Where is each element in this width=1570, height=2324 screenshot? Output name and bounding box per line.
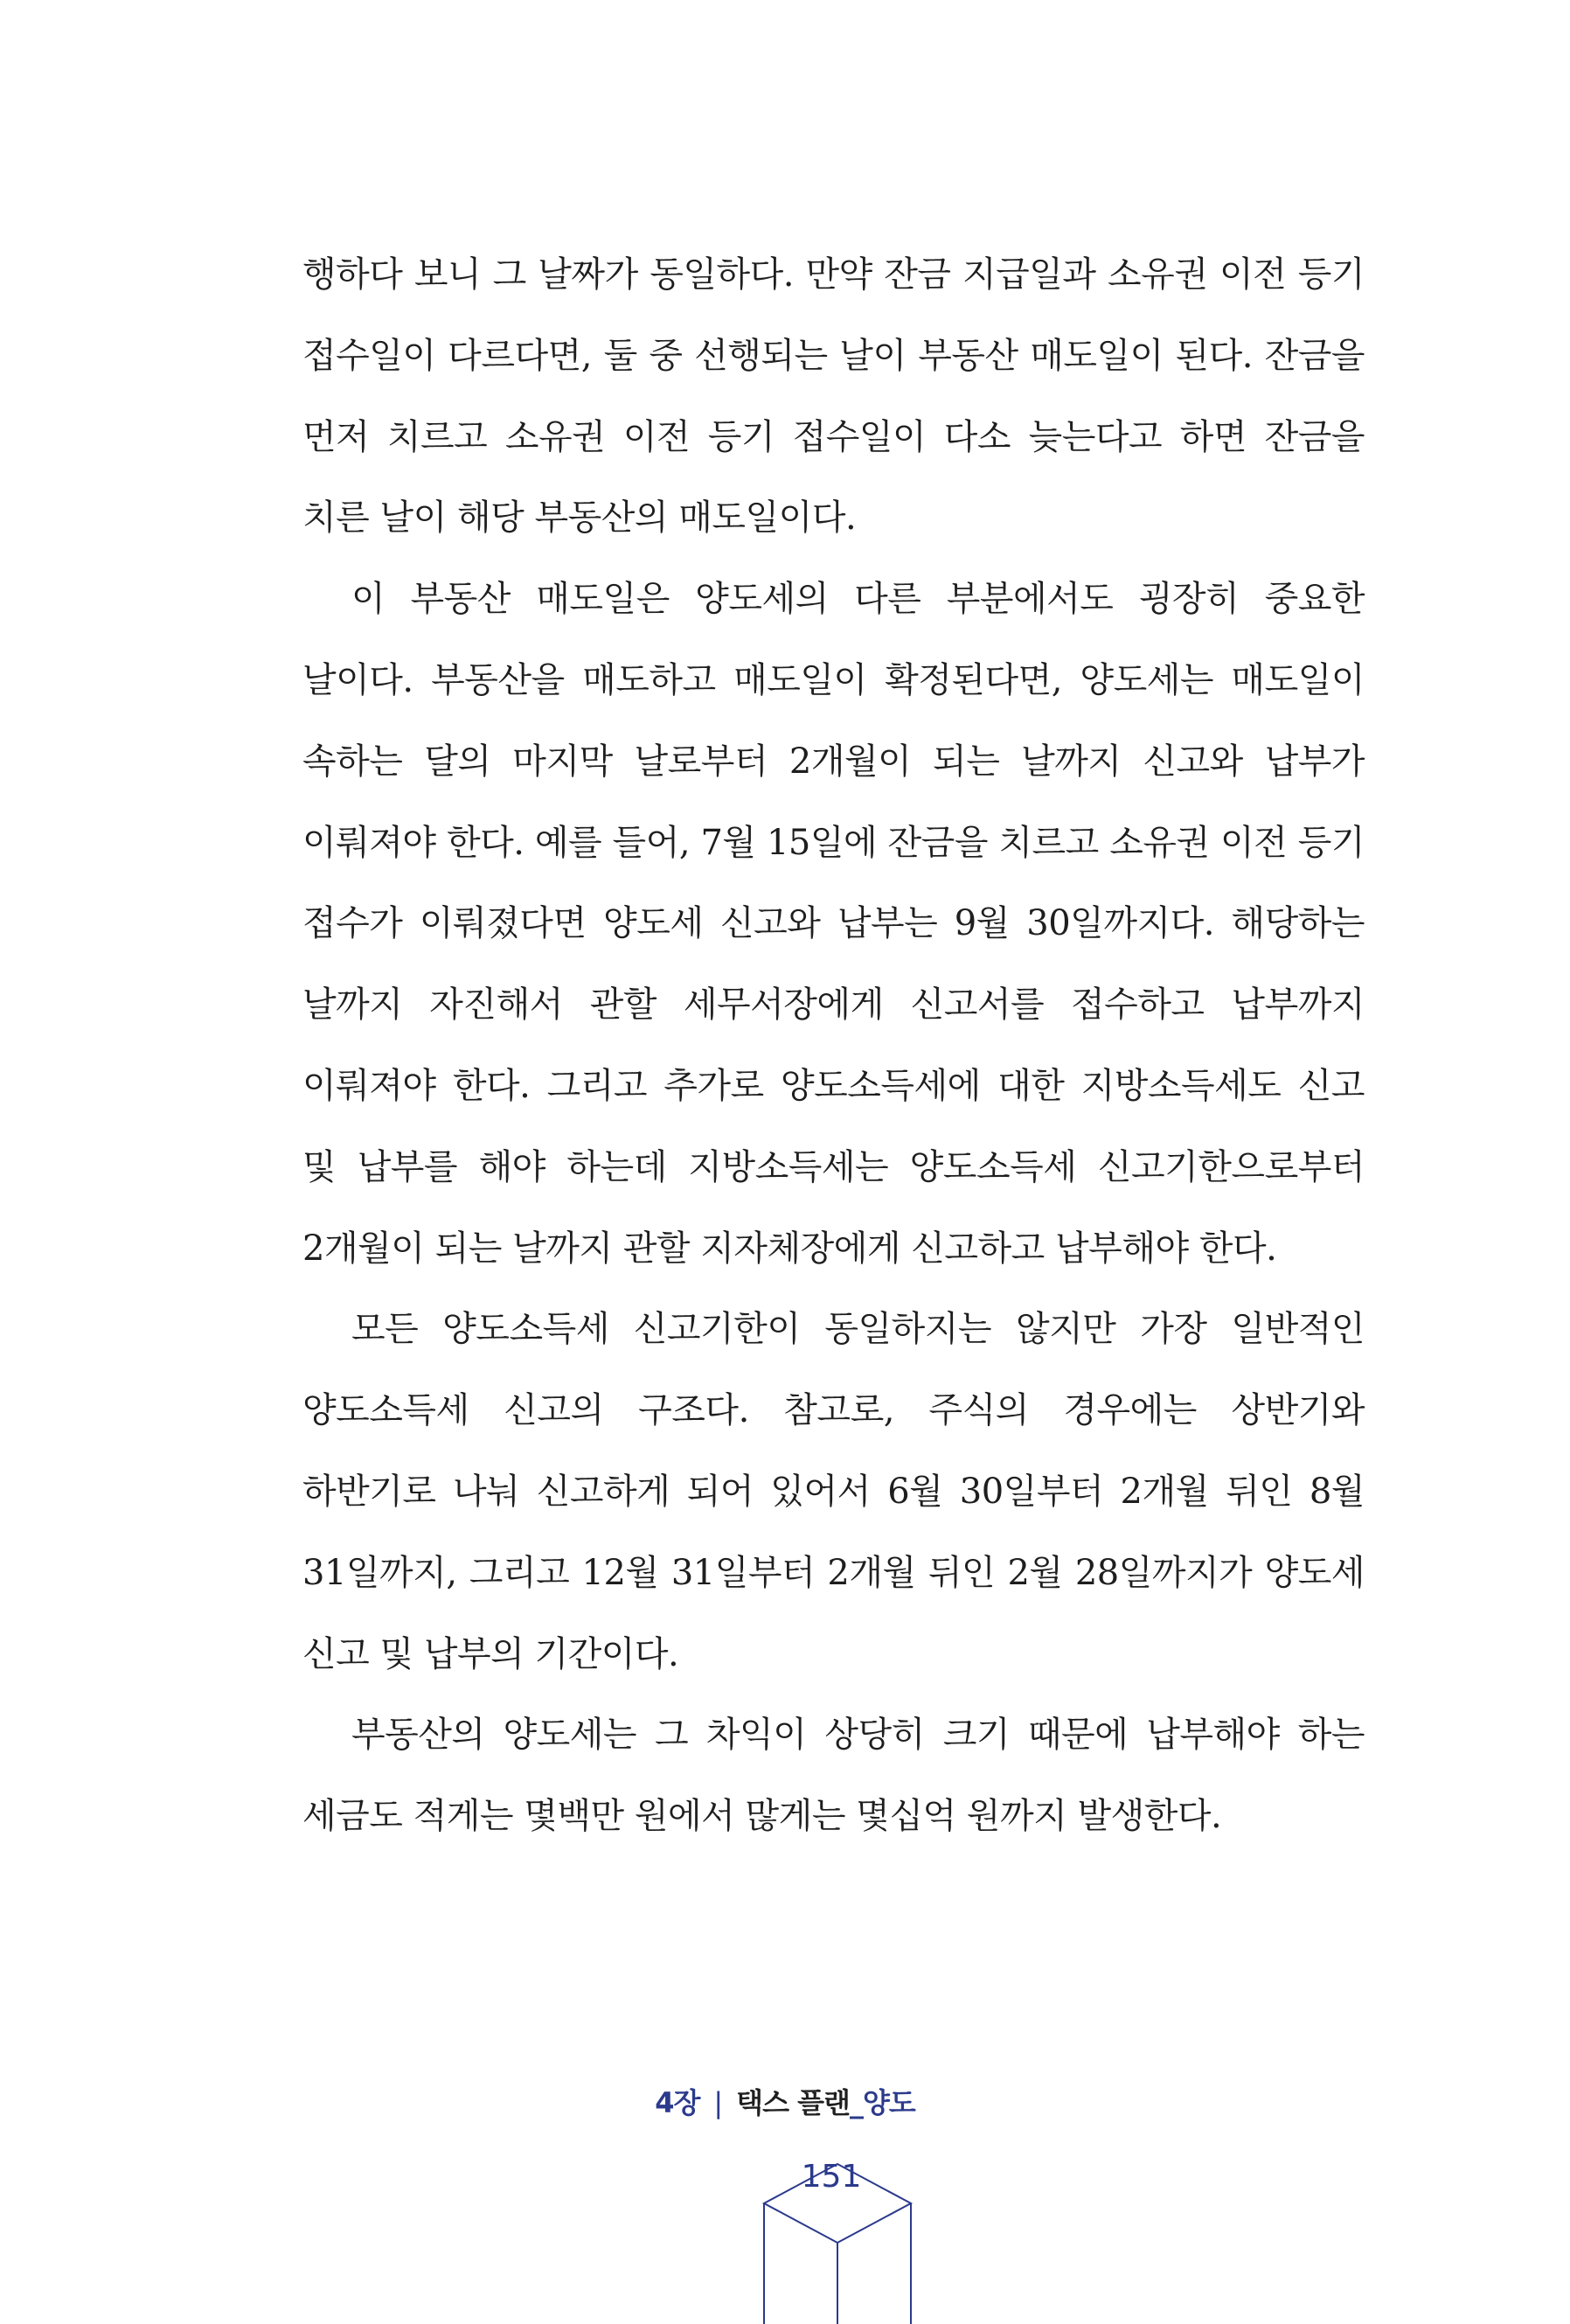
chapter-label: 4장: [655, 2086, 700, 2119]
paragraph-2: 이 부동산 매도일은 양도세의 다른 부분에서도 굉장히 중요한 날이다. 부동산을 매도하고 매도일이 확정된다면, 양도세는 매도일이 속하는 달의 마지막 날로부터 2개월이 되는 날까지 신고와 납부가 이뤄져야 한다. 예를 들어, 7월 15일에 잔금을 치르고 소유권 이전 등기 접수가 이뤄졌다면 양도세 신고와 납부는 9월 30일까지다. 해당하는 날까지 자진해서 관할 세무서장에게 신고서를 접수하고 납부까지 이뤄져야 한다. 그리고 추가로 양도소득세에 대한 지방소득세도 신고 및 납부를 해야 하는데 지방소득세는 양도소득세 신고기한으로부터 2개월이 되는 날까지 관할 지자체장에게 신고하고 납부해야 한다.: [302, 579, 1365, 1269]
footer-separator: |: [713, 2086, 723, 2119]
section-title: 택스 플랜: [736, 2086, 850, 2119]
page-number: 151: [801, 2159, 862, 2195]
subsection-underscore: _: [849, 2086, 863, 2119]
subsection-title: 양도: [862, 2086, 915, 2119]
paragraph-3: 모든 양도소득세 신고기한이 동일하지는 않지만 가장 일반적인 양도소득세 신고의 구조다. 참고로, 주식의 경우에는 상반기와 하반기로 나눠 신고하게 되어 있어서 6월 30일부터 2개월 뒤인 8월 31일까지, 그리고 12월 31일부터 2개월 뒤인 2월 28일까지가 양도세 신고 및 납부의 기간이다.: [302, 1309, 1365, 1674]
paragraph-4: 부동산의 양도세는 그 차익이 상당히 크기 때문에 납부해야 하는 세금도 적게는 몇백만 원에서 많게는 몇십억 원까지 발생한다.: [302, 1715, 1365, 1837]
paragraph-1: 행하다 보니 그 날짜가 동일하다. 만약 잔금 지급일과 소유권 이전 등기 접수일이 다르다면, 둘 중 선행되는 날이 부동산 매도일이 된다. 잔금을 먼저 치르고 소유권 이전 등기 접수일이 다소 늦는다고 하면 잔금을 치른 날이 해당 부동산의 매도일이다.: [302, 254, 1365, 539]
